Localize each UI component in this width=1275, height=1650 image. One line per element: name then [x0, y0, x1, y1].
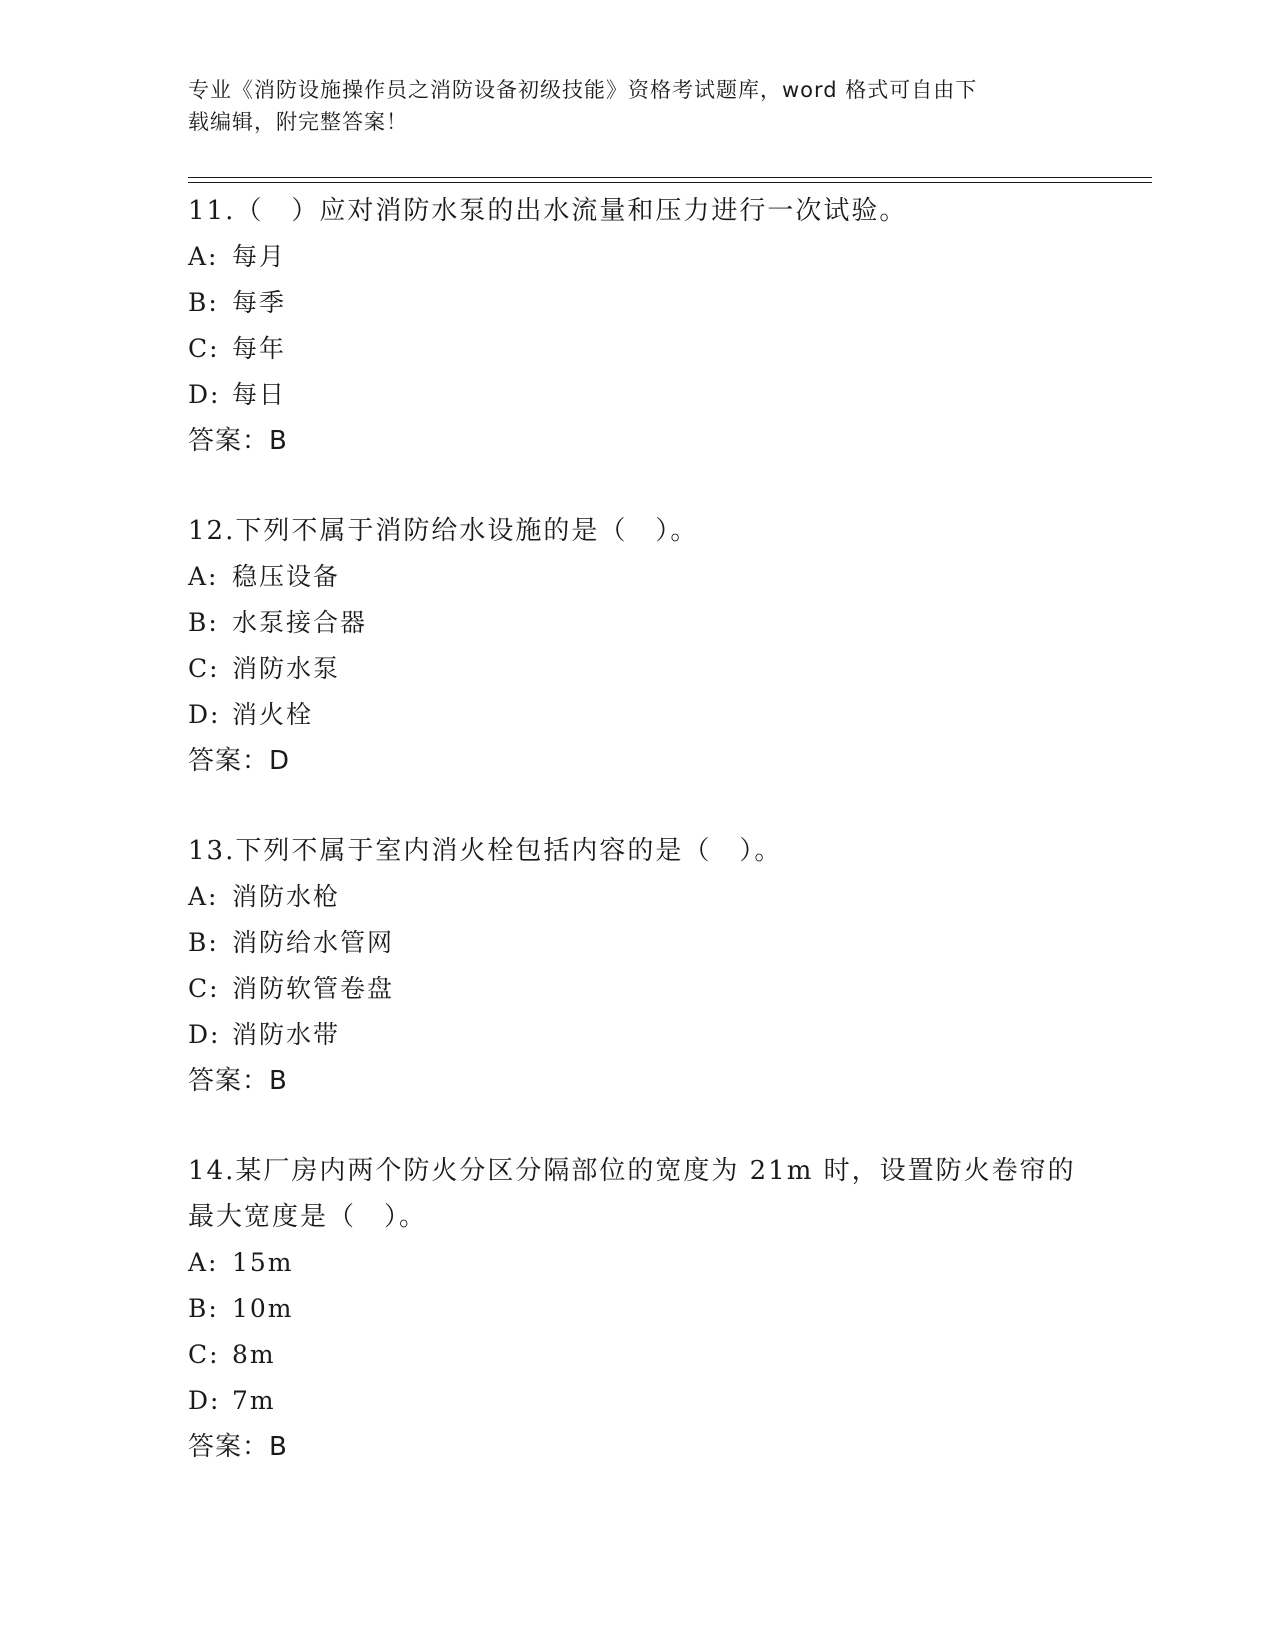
option-text: 消火栓 — [232, 700, 314, 729]
header-divider-bottom — [188, 182, 1152, 183]
answer: 答案：B — [188, 1066, 288, 1096]
option-b — [188, 280, 1088, 326]
header-line-2: 载编辑，附完整答案！ — [188, 110, 408, 134]
option-label: B: — [188, 928, 219, 957]
option-c — [188, 1332, 1088, 1378]
option-text: 7m — [232, 1386, 276, 1415]
option-label: D: — [188, 380, 221, 409]
option-text: 消防软管卷盘 — [232, 974, 395, 1003]
option-text: 消防给水管网 — [232, 928, 395, 957]
option-label: B: — [188, 1294, 219, 1323]
option-d — [188, 1378, 1088, 1424]
option-d — [188, 372, 1088, 418]
question-12 — [188, 508, 1088, 784]
question-11 — [188, 188, 1088, 464]
option-label: C: — [188, 654, 220, 683]
option-label: A: — [188, 242, 219, 271]
question-14 — [188, 1148, 1088, 1470]
option-label: D: — [188, 1386, 221, 1415]
option-a — [188, 234, 1088, 280]
question-stem: 12.下列不属于消防给水设施的是（ ）。 — [188, 516, 699, 546]
option-text: 水泵接合器 — [232, 608, 368, 637]
option-b — [188, 920, 1088, 966]
option-text: 每日 — [232, 380, 287, 409]
option-label: A: — [188, 882, 219, 911]
option-d — [188, 692, 1088, 738]
option-a — [188, 554, 1088, 600]
question-stem: 13.下列不属于室内消火栓包括内容的是（ ）。 — [188, 836, 783, 866]
option-label: A: — [188, 1248, 219, 1277]
question-stem: 11.（ ）应对消防水泵的出水流量和压力进行一次试验。 — [188, 196, 908, 226]
answer: 答案：D — [188, 746, 291, 776]
option-label: C: — [188, 334, 220, 363]
option-a — [188, 874, 1088, 920]
option-b — [188, 600, 1088, 646]
answer: 答案：B — [188, 1432, 288, 1462]
document-header — [188, 74, 1068, 138]
option-text: 8m — [232, 1340, 276, 1369]
option-text: 消防水泵 — [232, 654, 341, 683]
option-text: 每月 — [232, 242, 287, 271]
header-divider-top — [188, 177, 1152, 178]
option-label: D: — [188, 700, 221, 729]
option-a — [188, 1240, 1088, 1286]
question-13 — [188, 828, 1088, 1104]
option-label: D: — [188, 1020, 221, 1049]
option-label: B: — [188, 608, 219, 637]
option-text: 15m — [232, 1248, 294, 1277]
option-text: 稳压设备 — [232, 562, 341, 591]
option-text: 每年 — [232, 334, 287, 363]
option-c — [188, 966, 1088, 1012]
option-label: C: — [188, 1340, 220, 1369]
question-stem-line-2: 最大宽度是（ ）。 — [188, 1202, 428, 1232]
header-line-1: 专业《消防设施操作员之消防设备初级技能》资格考试题库，word 格式可自由下 — [188, 78, 978, 102]
option-text: 消防水带 — [232, 1020, 341, 1049]
option-text: 每季 — [232, 288, 287, 317]
option-text: 10m — [232, 1294, 294, 1323]
question-stem-line-1: 14.某厂房内两个防火分区分隔部位的宽度为 21m 时，设置防火卷帘的 — [188, 1156, 1076, 1186]
option-c — [188, 326, 1088, 372]
option-c — [188, 646, 1088, 692]
option-label: B: — [188, 288, 219, 317]
option-b — [188, 1286, 1088, 1332]
answer: 答案：B — [188, 426, 288, 456]
option-text: 消防水枪 — [232, 882, 341, 911]
option-d — [188, 1012, 1088, 1058]
option-label: C: — [188, 974, 220, 1003]
option-label: A: — [188, 562, 219, 591]
